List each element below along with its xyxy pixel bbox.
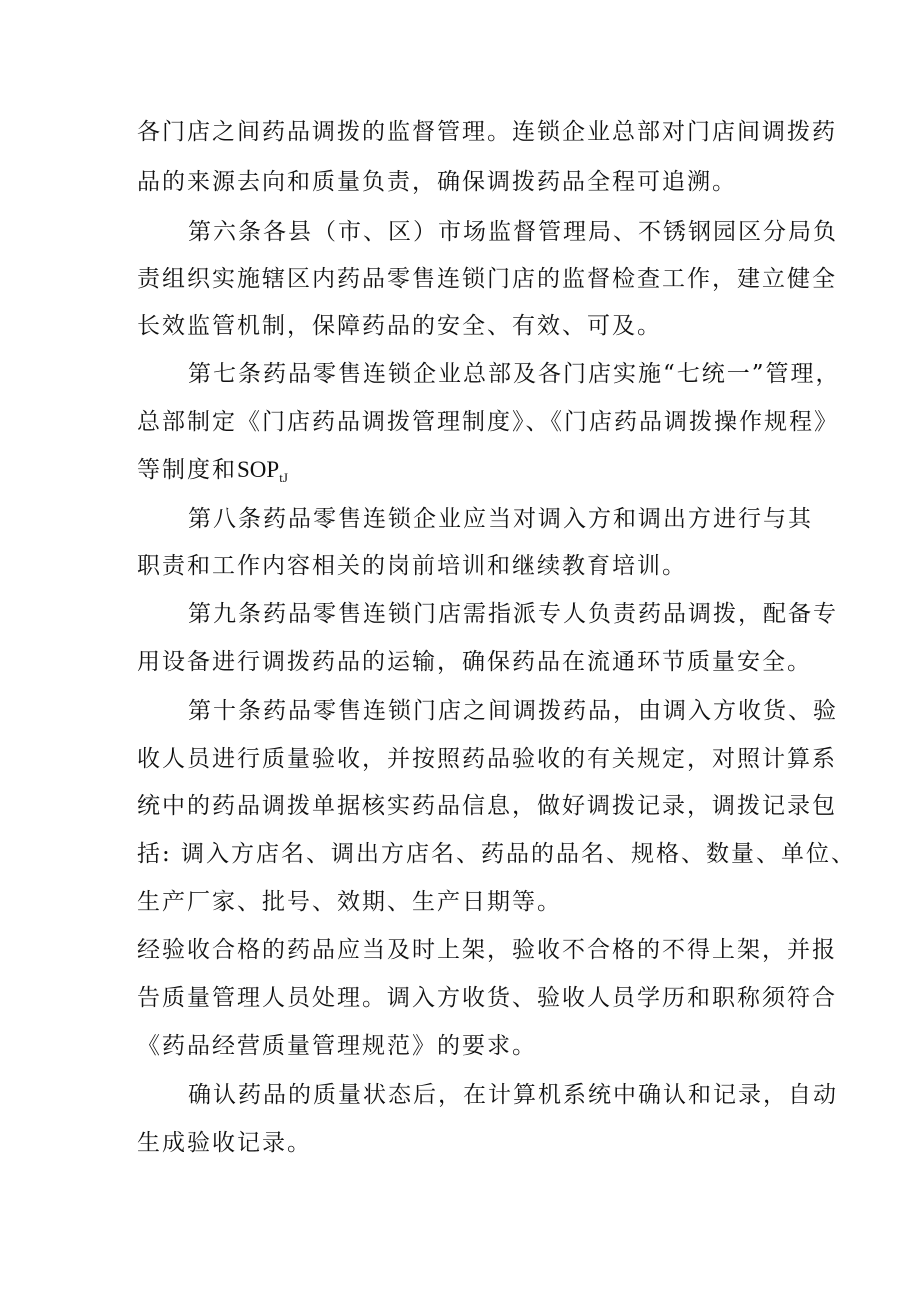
- article-8-line: 职责和工作内容相关的岗前培训和继续教育培训。: [137, 553, 687, 579]
- article-6-line: 责组织实施辖区内药品零售连锁门店的监督检查工作，建立健全: [137, 266, 837, 292]
- acceptance-line: 经验收合格的药品应当及时上架，验收不合格的不得上架，并报: [137, 937, 837, 963]
- article-7-line: 总部制定《门店药品调拨管理制度》、《门店药品调拨操作规程》: [137, 409, 839, 435]
- confirmation-line: 生成验收记录。: [137, 1130, 312, 1156]
- article-10-line: 统中的药品调拨单据核实药品信息，做好调拨记录，调拨记录包: [137, 793, 837, 819]
- article-7-line-last: [137, 455, 797, 493]
- article-10-line: 生产厂家、批号、效期、生产日期等。: [137, 889, 562, 915]
- article-6-line: 长效监管机制，保障药品的安全、有效、可及。: [137, 313, 662, 339]
- article-10-line: 第十条药品零售连锁门店之间调拨药品，由调入方收货、验: [188, 698, 838, 724]
- article-10-line: 括: 调入方店名、调出方店名、药品的品名、规格、数量、单位、: [137, 841, 857, 867]
- acceptance-line: 告质量管理人员处理。调入方收货、验收人员学历和职称须符合: [137, 985, 837, 1011]
- sop-abbreviation: SOP: [237, 457, 280, 482]
- paragraph-line: 品的来源去向和质量负责，确保调拨药品全程可追溯。: [137, 169, 737, 195]
- article-7-tail-text: 等制度和: [137, 457, 237, 483]
- paragraph-line: 各门店之间药品调拨的监督管理。连锁企业总部对门店间调拨药: [137, 119, 837, 145]
- confirmation-line: 确认药品的质量状态后，在计算机系统中确认和记录，自动: [188, 1082, 838, 1108]
- acceptance-line: 《药品经营质量管理规范》的要求。: [137, 1033, 537, 1059]
- sop-subscript: tJ: [279, 470, 288, 485]
- article-9-line: 用设备进行调拨药品的运输，确保药品在流通环节质量安全。: [137, 649, 812, 675]
- article-10-line: 收人员进行质量验收，并按照药品验收的有关规定，对照计算系: [137, 746, 837, 772]
- article-8-line: 第八条药品零售连锁企业应当对调入方和调出方进行与其: [188, 506, 813, 532]
- article-7-line: 第七条药品零售连锁企业总部及各门店实施“七统一”管理，: [188, 361, 841, 387]
- article-6-line: 第六条各县（市、区）市场监督管理局、不锈钢园区分局负: [188, 219, 838, 245]
- article-9-line: 第九条药品零售连锁门店需指派专人负责药品调拨，配备专: [188, 601, 838, 627]
